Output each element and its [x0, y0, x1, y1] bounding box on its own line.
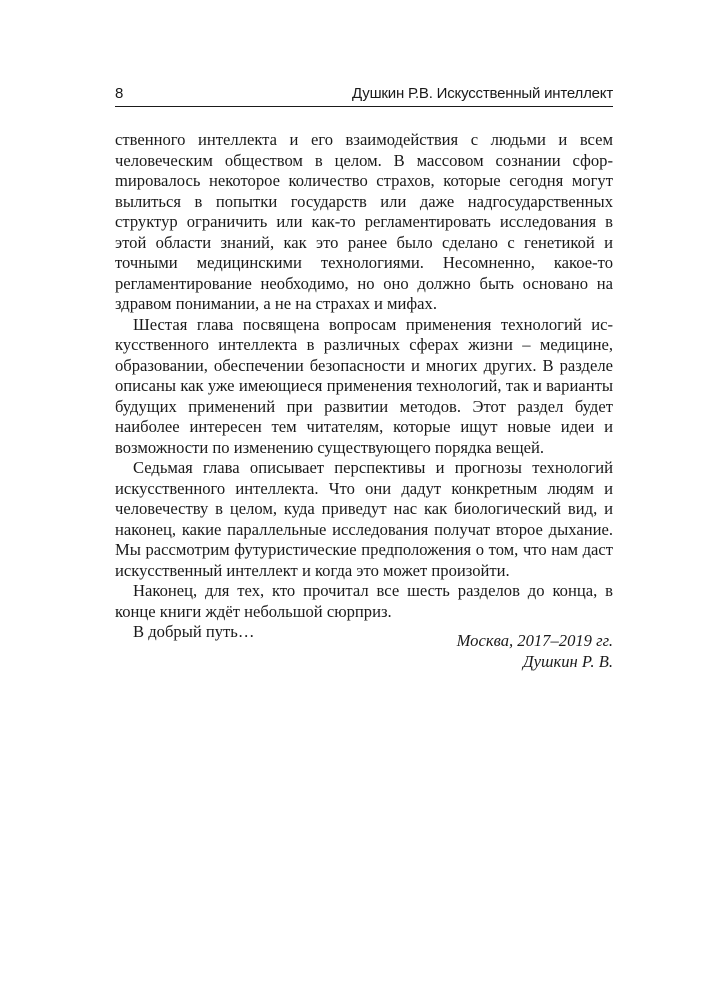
page-number: 8 [115, 85, 124, 102]
book-title: Душкин Р.В. Искусственный интеллект [351, 85, 613, 102]
running-head [115, 84, 613, 107]
signature-place-date: Москва, 2017–2019 гг. [456, 631, 613, 650]
body-text [115, 130, 613, 643]
paragraph-farewell: В добрый путь… [133, 622, 255, 641]
signature [457, 630, 613, 672]
paragraph-continuation: ственного интеллекта и его взаимодействия с людьми и всем человеческим обществом в целом. В массовом сознании сфорmировалось некоторое количество страхов, которые сегодня могут вылиться в попытки государств или даже надгосударственных структур ограничить или как-то регламентировать исследования в этой области знаний, как это ранее было сделано с генетикой и точными медицинскими технологиями. Несомненно, какое-то регламентирование необходимо, но оно должно быть основано на здравом понимании, а не на страхах и мифах. [115, 130, 613, 313]
paragraph-chapter-six: Шестая глава посвящена вопросам применения технологий искусственного интеллекта в различных сферах жизни – медицине, образовании, обеспечении безопасности и многих других. В разделе описаны как уже имеющиеся применения технологий, так и варианты будущих применений при развитии методов. Этот раздел будет наиболее интересен тем читателям, которые ищут новые идеи и возможности по изменению существующего порядка вещей. [115, 314, 613, 457]
signature-author: Душкин Р. В. [523, 652, 613, 671]
paragraph-surprise: Наконец, для тех, кто прочитал все шесть разделов до конца, в конце книги ждёт небольшой сюрприз. [115, 581, 613, 621]
paragraph-chapter-seven: Седьмая глава описывает перспективы и прогнозы технологий искусственного интеллекта. Что они дадут конкретным людям и человечеству в целом, куда приведут нас как биологический вид, и наконец, какие параллельные исследования получат второе дыхание. Мы рассмотрим футуристические предположения о том, что нам даст искусственный интеллект и когда это может произойти. [115, 458, 613, 580]
